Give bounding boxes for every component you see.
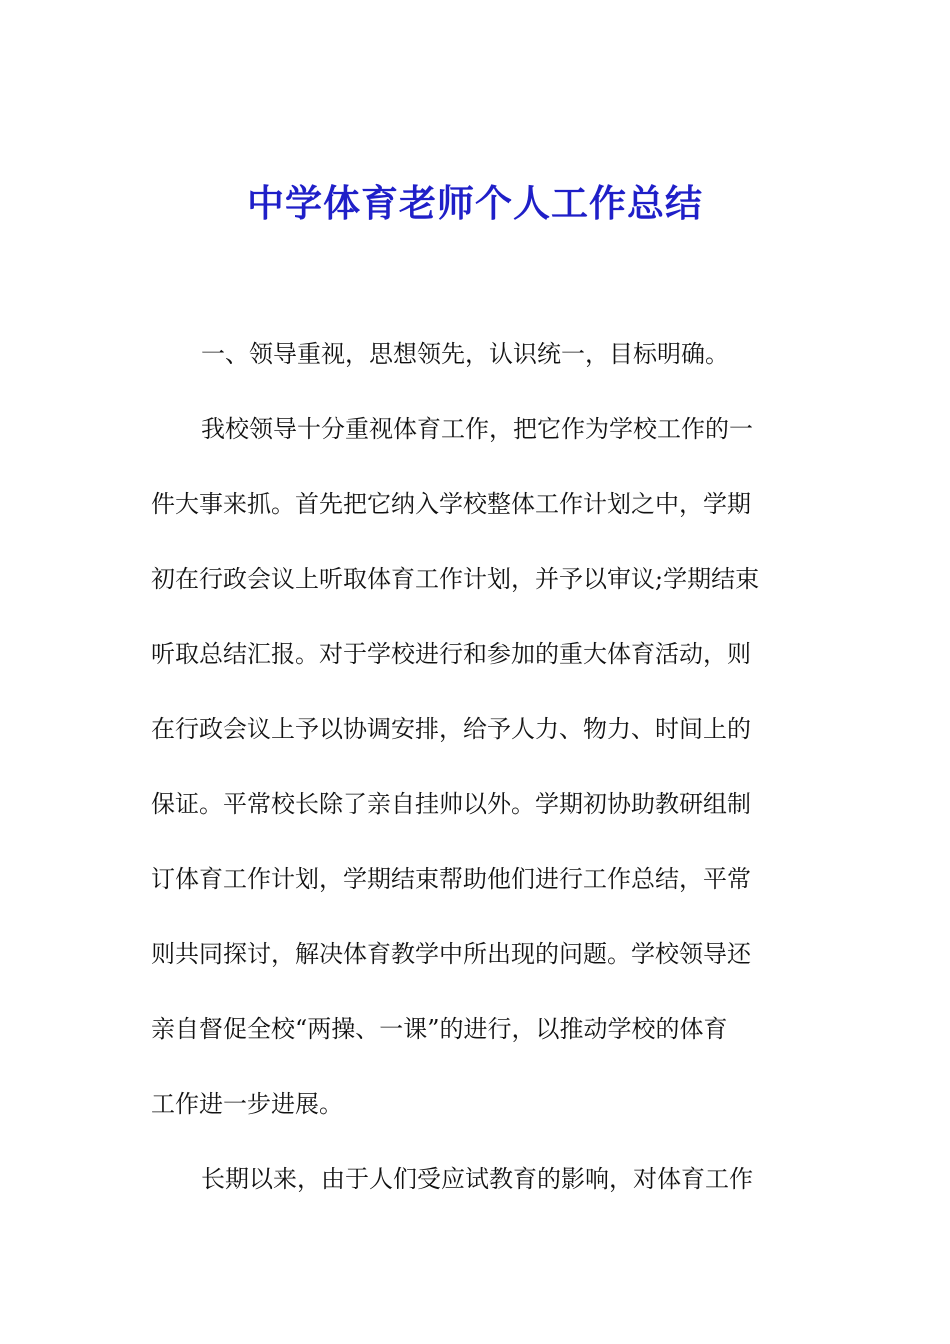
paragraph-2-line-5: 在行政会议上予以协调安排，给予人力、物力、时间上的 bbox=[151, 715, 751, 743]
paragraph-2-line-4: 听取总结汇报。对于学校进行和参加的重大体育活动，则 bbox=[151, 640, 751, 668]
paragraph-3-line-1: 长期以来，由于人们受应试教育的影响，对体育工作 bbox=[201, 1165, 753, 1193]
paragraph-2-line-2: 件大事来抓。首先把它纳入学校整体工作计划之中，学期 bbox=[151, 490, 751, 518]
paragraph-2-line-6: 保证。平常校长除了亲自挂帅以外。学期初协助教研组制 bbox=[151, 790, 751, 818]
paragraph-2-line-10: 工作进一步进展。 bbox=[151, 1090, 343, 1118]
document-body bbox=[151, 334, 801, 1234]
paragraph-2-line-9: 亲自督促全校“两操、一课”的进行，以推动学校的体育 bbox=[151, 1015, 728, 1043]
paragraph-2-line-8: 则共同探讨，解决体育教学中所出现的问题。学校领导还 bbox=[151, 940, 751, 968]
paragraph-2-line-1: 我校领导十分重视体育工作，把它作为学校工作的一 bbox=[201, 415, 753, 443]
paragraph-1-line-1: 一、领导重视，思想领先，认识统一，目标明确。 bbox=[201, 340, 729, 368]
paragraph-2-line-3: 初在行政会议上听取体育工作计划，并予以审议;学期结束 bbox=[151, 565, 760, 593]
paragraph-2-line-7: 订体育工作计划，学期结束帮助他们进行工作总结，平常 bbox=[151, 865, 751, 893]
document-title: 中学体育老师个人工作总结 bbox=[247, 181, 703, 225]
